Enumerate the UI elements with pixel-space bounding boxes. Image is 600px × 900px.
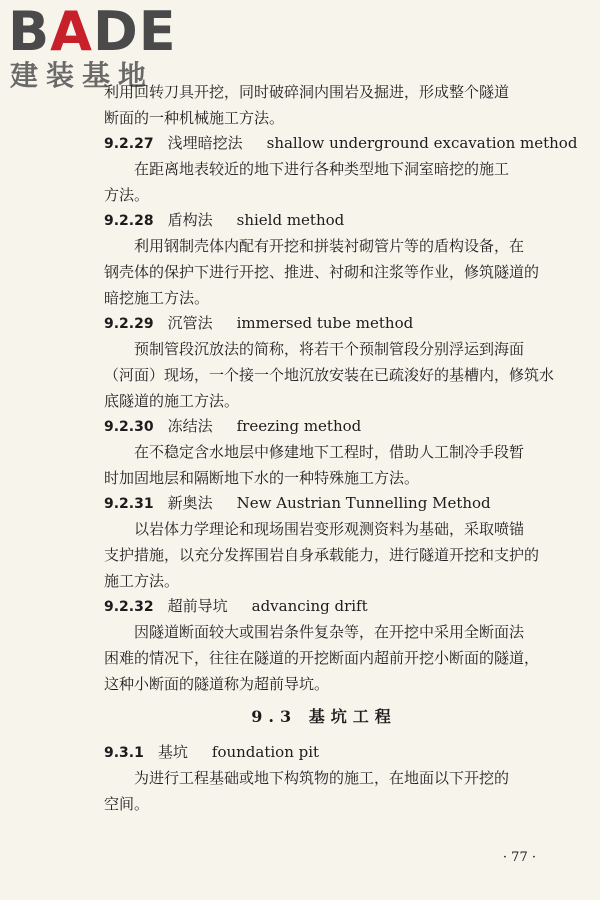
definition-line: 时加固地层和隔断地下水的一种特殊施工方法。 [104, 469, 420, 487]
definition-line: 钢壳体的保护下进行开挖、推进、衬砌和注浆等作业，修筑隧道的 [104, 263, 540, 281]
brand-logo-chinese: 建装基地 [10, 59, 155, 92]
definition-line: 因隧道断面较大或围岩条件复杂等，在开挖中采用全断面法 [134, 623, 525, 641]
entry-number: 9.3.1 [104, 745, 144, 761]
entry-number: 9.2.27 [104, 136, 154, 152]
term-chinese: 新奥法 [167, 494, 213, 512]
entry-number: 9.2.28 [104, 213, 154, 229]
brand-logo-latin: BADE [8, 0, 177, 63]
term-english: advancing drift [251, 597, 368, 615]
term-chinese: 盾构法 [167, 211, 213, 229]
term-english: New Austrian Tunnelling Method [236, 494, 491, 512]
definition-line: 利用钢制壳体内配有开挖和拼装衬砌管片等的盾构设备，在 [134, 237, 525, 255]
definition-line: 在距离地表较近的地下进行各种类型地下洞室暗挖的施工 [134, 160, 510, 178]
entry-heading [104, 596, 368, 617]
entry-heading [104, 210, 344, 231]
term-english: shield method [236, 211, 345, 229]
entry-number: 9.2.29 [104, 316, 154, 332]
definition-line: 预制管段沉放法的简称，将若干个预制管段分别浮运到海面 [134, 340, 525, 358]
term-english: foundation pit [211, 743, 320, 761]
definition-line: （河面）现场，一个接一个地沉放安装在已疏浚好的基槽内，修筑水 [104, 366, 555, 384]
entry-heading [104, 742, 319, 763]
definition-line: 空间。 [104, 795, 150, 813]
definition-line: 这种小断面的隧道称为超前导坑。 [104, 675, 330, 693]
term-chinese: 超前导坑 [167, 597, 228, 615]
definition-line: 支护措施，以充分发挥围岩自身承载能力，进行隧道开挖和支护的 [104, 546, 540, 564]
term-chinese: 冻结法 [167, 417, 213, 435]
term-english: shallow underground excavation method [266, 134, 578, 152]
definition-line: 方法。 [104, 186, 150, 204]
intro-line: 利用回转刀具开挖，同时破碎洞内围岩及掘进，形成整个隧道 [104, 83, 510, 101]
definition-line: 底隧道的施工方法。 [104, 392, 240, 410]
definition-line: 暗挖施工方法。 [104, 289, 210, 307]
definition-line: 困难的情况下，往往在隧道的开挖断面内超前开挖小断面的隧道， [104, 649, 540, 667]
entry-number: 9.2.32 [104, 599, 154, 615]
definition-line: 在不稳定含水地层中修建地下工程时，借助人工制冷手段暂 [134, 443, 525, 461]
entry-number: 9.2.30 [104, 419, 154, 435]
term-chinese: 沉管法 [167, 314, 213, 332]
page-number: · 77 · [502, 850, 536, 865]
term-chinese: 浅埋暗挖法 [167, 134, 243, 152]
term-english: freezing method [236, 417, 362, 435]
entry-heading [104, 133, 577, 154]
entry-heading [104, 313, 413, 334]
section-title: 9.3 基坑工程 [251, 707, 397, 726]
definition-line: 施工方法。 [104, 572, 180, 590]
term-english: immersed tube method [236, 314, 414, 332]
definition-line: 以岩体力学理论和现场围岩变形观测资料为基础，采取喷锚 [134, 520, 525, 538]
definition-line: 为进行工程基础或地下构筑物的施工，在地面以下开挖的 [134, 769, 510, 787]
entry-heading [104, 416, 361, 437]
entry-heading [104, 493, 491, 514]
term-chinese: 基坑 [157, 743, 188, 761]
intro-line: 断面的一种机械施工方法。 [104, 109, 285, 127]
entry-number: 9.2.31 [104, 496, 154, 512]
